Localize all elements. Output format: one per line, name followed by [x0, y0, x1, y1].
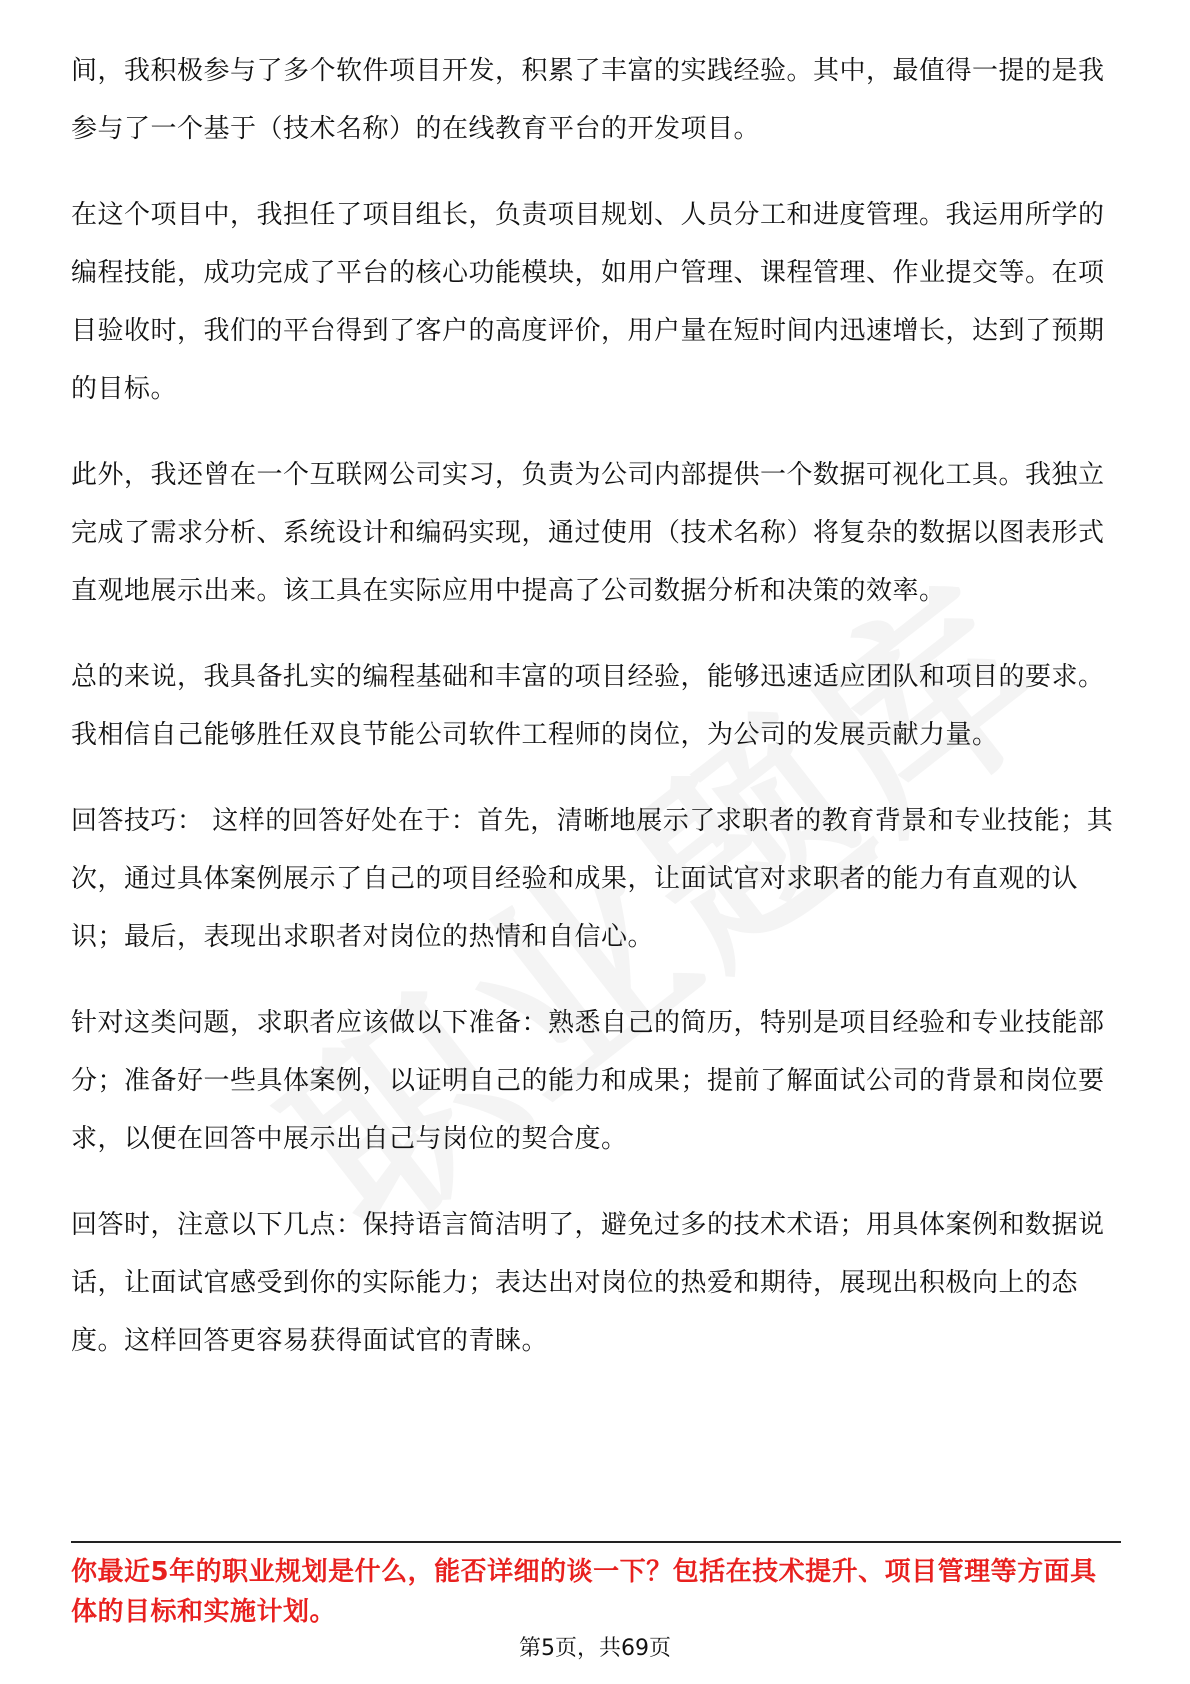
paragraph-internship: 此外，我还曾在一个互联网公司实习，负责为公司内部提供一个数据可视化工具。我独立完成了需求分析、系统设计和编码实现，通过使用（技术名称）将复杂的数据以图表形式直观地展示出来。该工具在实际应用中提高了公司数据分析和决策的效率。 — [71, 460, 1105, 606]
paragraph-summary: 总的来说，我具备扎实的编程基础和丰富的项目经验，能够迅速适应团队和项目的要求。我相信自己能够胜任双良节能公司软件工程师的岗位，为公司的发展贡献力量。 — [71, 662, 1105, 750]
section-divider — [71, 1541, 1121, 1543]
paragraph-preparation: 针对这类问题，求职者应该做以下准备：熟悉自己的简历，特别是项目经验和专业技能部分；准备好一些具体案例，以证明自己的能力和成果；提前了解面试公司的背景和岗位要求，以便在回答中展示出自己与岗位的契合度。 — [71, 1008, 1105, 1154]
paragraph-project-lead: 在这个项目中，我担任了项目组长，负责项目规划、人员分工和进度管理。我运用所学的编程技能，成功完成了平台的核心功能模块，如用户管理、课程管理、作业提交等。在项目验收时，我们的平台得到了客户的高度评价，用户量在短时间内迅速增长，达到了预期的目标。 — [71, 200, 1105, 404]
paragraph-answer-notes: 回答时，注意以下几点：保持语言简洁明了，避免过多的技术术语；用具体案例和数据说话，让面试官感受到你的实际能力；表达出对岗位的热爱和期待，展现出积极向上的态度。这样回答更容易获得面试官的青睐。 — [71, 1210, 1105, 1356]
paragraph-answer-tips: 回答技巧： 这样的回答好处在于：首先，清晰地展示了求职者的教育背景和专业技能；其次，通过具体案例展示了自己的项目经验和成果，让面试官对求职者的能力有直观的认识；最后，表现出求职者对岗位的热情和自信心。 — [71, 806, 1114, 952]
next-question-heading: 你最近5年的职业规划是什么，能否详细的谈一下？包括在技术提升、项目管理等方面具体的目标和实施计划。 — [71, 1557, 1097, 1627]
paragraph-project-intro: 间，我积极参与了多个软件项目开发，积累了丰富的实践经验。其中，最值得一提的是我参与了一个基于（技术名称）的在线教育平台的开发项目。 — [71, 56, 1105, 144]
page-number: 第5页，共69页 — [519, 1636, 671, 1661]
body-content — [71, 42, 1121, 1398]
